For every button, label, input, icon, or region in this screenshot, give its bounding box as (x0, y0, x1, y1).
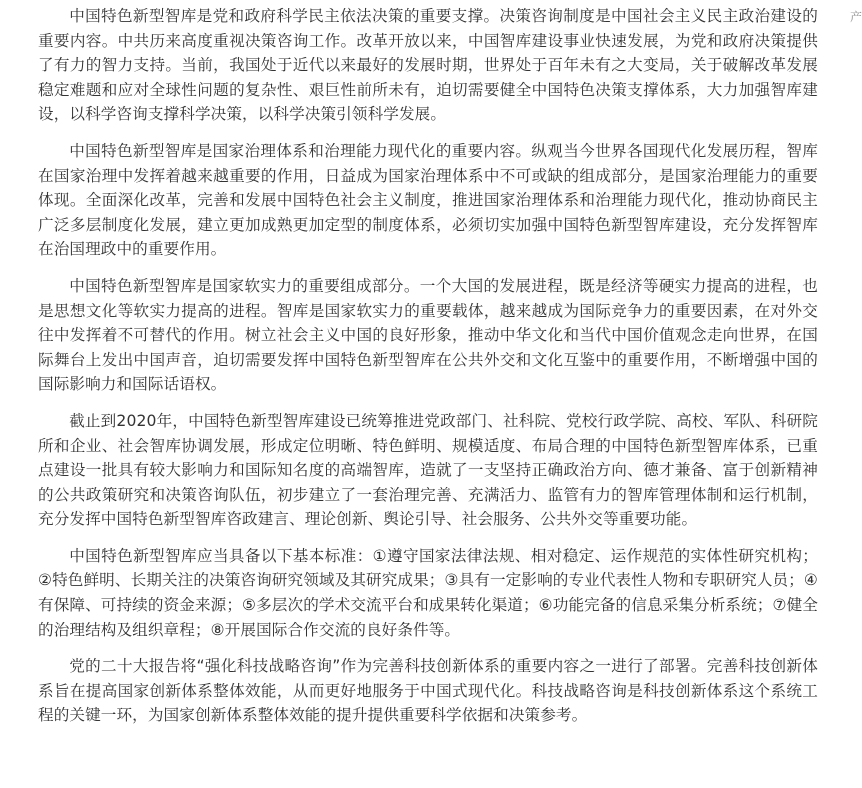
article-body (38, 4, 818, 740)
paragraph-6: 党的二十大报告将“强化科技战略咨询”作为完善科技创新体系的重要内容之一进行了部署。完善科技创新体系旨在提高国家创新体系整体效能，从而更好地服务于中国式现代化。科技战略咨询是科技创新体系这个系统工程的关键一环，为国家创新体系整体效能的提升提供重要科学依据和决策参考。 (38, 657, 818, 725)
paragraph-3: 中国特色新型智库是国家软实力的重要组成部分。一个大国的发展进程，既是经济等硬实力提高的进程，也是思想文化等软实力提高的进程。智库是国家软实力的重要载体，越来越成为国际竞争力的重要因素，在对外交往中发挥着不可替代的作用。树立社会主义中国的良好形象，推动中华文化和当代中国价值观念走向世界，在国际舞台上发出中国声音，迫切需要发挥中国特色新型智库在公共外交和文化互鉴中的重要作用，不断增强中国的国际影响力和国际话语权。 (38, 276, 818, 394)
paragraph-4: 截止到2020年，中国特色新型智库建设已统筹推进党政部门、社科院、党校行政学院、高校、军队、科研院所和企业、社会智库协调发展，形成定位明晰、特色鲜明、规模适度、布局合理的中国特色新型智库体系，已重点建设一批具有较大影响力和国际知名度的高端智库，造就了一支坚持正确政治方向、德才兼备、富于创新精神的公共政策研究和决策咨询队伍，初步建立了一套治理完善、充满活力、监管有力的智库管理体制和运行机制，充分发挥中国特色新型智库咨政建言、理论创新、舆论引导、社会服务、公共外交等重要功能。 (38, 411, 818, 529)
paragraph-1: 中国特色新型智库是党和政府科学民主依法决策的重要支撑。决策咨询制度是中国社会主义民主政治建设的重要内容。中共历来高度重视决策咨询工作。改革开放以来，中国智库建设事业快速发展，为党和政府决策提供了有力的智力支持。当前，我国处于近代以来最好的发展时期，世界处于百年未有之大变局，关于破解改革发展稳定难题和应对全球性问题的复杂性、艰巨性前所未有，迫切需要健全中国特色决策支撑体系，大力加强智库建设，以科学咨询支撑科学决策，以科学决策引领科学发展。 (38, 7, 818, 124)
right-edge-cutoff-text (846, 0, 860, 90)
paragraph-5: 中国特色新型智库应当具备以下基本标准：①遵守国家法律法规、相对稳定、运作规范的实体性研究机构；②特色鲜明、长期关注的决策咨询研究领域及其研究成果；③具有一定影响的专业代表性人物和专职研究人员；④有保障、可持续的资金来源；⑤多层次的学术交流平台和成果转化渠道；⑥功能完备的信息采集分析系统；⑦健全的治理结构及组织章程；⑧开展国际合作交流的良好条件等。 (38, 546, 818, 639)
paragraph-2: 中国特色新型智库是国家治理体系和治理能力现代化的重要内容。纵观当今世界各国现代化发展历程，智库在国家治理中发挥着越来越重要的作用，日益成为国家治理体系中不可或缺的组成部分，是国家治理能力的重要体现。全面深化改革，完善和发展中国特色社会主义制度，推进国家治理体系和治理能力现代化，推动协商民主广泛多层制度化发展，建立更加成熟更加定型的制度体系，必须切实加强中国特色新型智库建设，充分发挥智库在治国理政中的重要作用。 (38, 141, 818, 259)
edge-fragment-text: 产 (850, 10, 862, 24)
